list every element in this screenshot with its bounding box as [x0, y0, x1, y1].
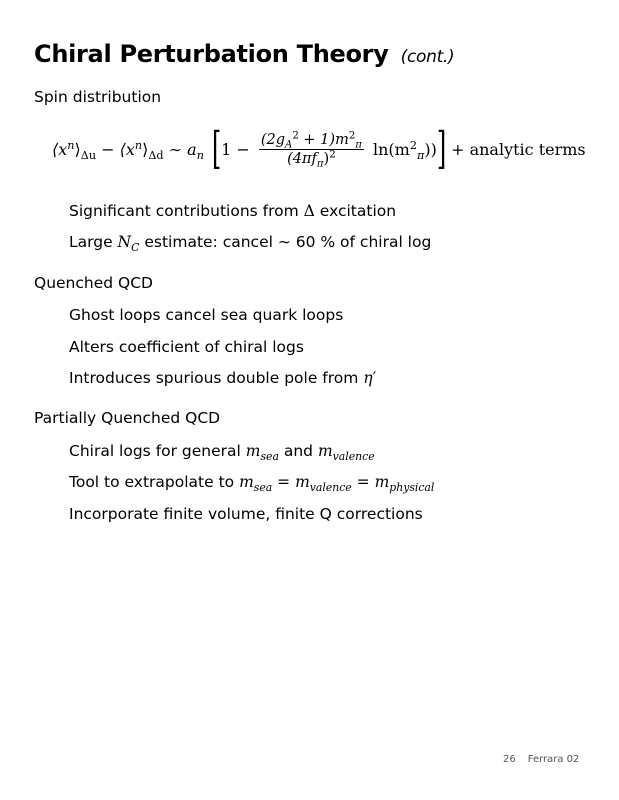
eq-open-bracket: [	[211, 123, 222, 174]
eq-tail: + analytic terms	[445, 139, 586, 159]
list-item: Large $N_C$ estimate: cancel ∼ 60 % of chiral log	[69, 233, 432, 254]
eq-numerator: $(2g_A^2 + 1)m^2_\pi$	[260, 129, 362, 151]
eq-lhs-a: $⟨x^n⟩_{\Delta u}$	[52, 138, 97, 162]
eq-an: $a_n$	[187, 139, 204, 162]
slide-footer	[503, 754, 579, 765]
eq-close-bracket: ]	[436, 123, 447, 174]
spin-equation	[52, 122, 592, 176]
eq-denominator: $(4\pi f_\pi)^2$	[287, 148, 336, 170]
section-heading-spin: Spin distribution	[34, 88, 162, 106]
eq-fraction	[259, 129, 364, 170]
eq-lhs-b: $⟨x^n⟩_{\Delta d}$	[119, 138, 164, 162]
list-item: Significant contributions from Δ excitation	[69, 202, 397, 220]
list-item: Alters coefficient of chiral logs	[69, 338, 304, 356]
page-number: 26	[503, 754, 516, 765]
list-item: Introduces spurious double pole from η′	[69, 369, 377, 387]
footer-label: Ferrara 02	[527, 754, 580, 765]
list-item: Incorporate finite volume, finite Q corrections	[69, 505, 423, 523]
list-item: Tool to extrapolate to $m_{sea} = m_{valence} = m_{physical}$	[69, 473, 435, 494]
section-heading-quenched: Quenched QCD	[34, 274, 153, 292]
list-item: Ghost loops cancel sea quark loops	[69, 306, 344, 324]
eq-minus: −	[96, 139, 120, 159]
eq-log: $\ln(m^2_\pi)$)	[367, 138, 437, 162]
list-item: Chiral logs for general $m_{sea}$ and $m_{valence}$	[69, 442, 375, 463]
eq-one-minus: 1 −	[221, 139, 255, 159]
eq-sim: ∼	[163, 139, 188, 159]
slide-title	[34, 40, 454, 68]
section-heading-partial: Partially Quenched QCD	[34, 409, 221, 427]
title-cont: (cont.)	[400, 47, 455, 67]
title-main: Chiral Perturbation Theory	[34, 40, 389, 68]
